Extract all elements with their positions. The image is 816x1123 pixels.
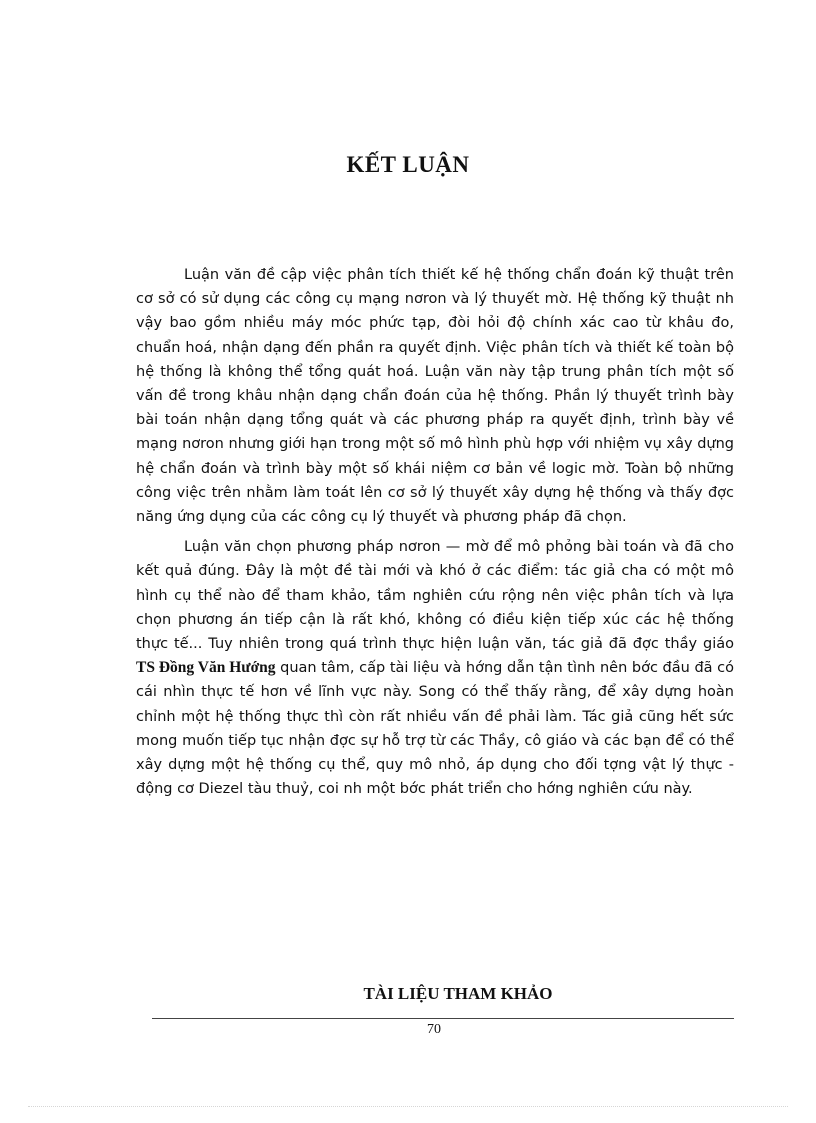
advisor-name: TS Đồng Văn Hướng — [136, 659, 276, 677]
paragraph-1-text: Luận văn đề cập việc phân tích thiết kế hệ thống chẩn đoán kỹ thuật trên cơ sở có sử dụng các công cụ mạng nơron và lý thuyết mờ. Hệ thống kỹ thuật nh vậy bao gồm nhiều máy móc phức tạp, đòi hỏi độ chính xác cao từ khâu đo, chuẩn hoá, nhận dạng đến phần ra quyết định. Việc phân tích và thiết kế toàn bộ hệ thống là không thể tổng quát hoá. Luận văn này tập trung phân tích một số vấn đề trong khâu nhận dạng chẩn đoán của hệ thống. Phần lý thuyết trình bày bài toán nhận dạng tổng quát và các phương pháp ra quyết định, trình bày về mạng nơron nhưng giới hạn trong một số mô hình phù hợp với nhiệm vụ xây dựng hệ chẩn đoán và trình bày một số khái niệm cơ bản về logic mờ. Toàn bộ những công việc trên nhằm làm toát lên cơ sở lý thuyết xây dựng hệ thống và thấy đợc năng ứng dụng của các công cụ lý thuyết và phương pháp đã chọn. — [136, 267, 734, 526]
paragraph-2-text-start: Luận văn chọn phương pháp nơron — mờ để mô phỏng bài toán và đã cho kết quả đúng. Đây là một đề tài mới và khó ở các điểm: tác giả cha có một mô hình cụ thể nào để tham khảo, tầm nghiên cứu rộng nên việc phân tích và lựa chọn phương án tiếp cận là rất khó, không có điều kiện tiếp xúc các hệ thống thực tế... Tuy nhiên trong quá trình thực hiện luận văn, tác giả đã đợc thầy giáo — [136, 539, 734, 653]
page-bottom-dotted-line — [28, 1106, 788, 1107]
body-text — [136, 263, 734, 807]
paragraph-2 — [136, 535, 734, 801]
references-heading: TÀI LIỆU THAM KHẢO — [363, 984, 553, 1003]
page-number: 70 — [427, 1022, 441, 1037]
paragraph-2-text-end: quan tâm, cấp tài liệu và hớng dẫn tận tình nên bớc đầu đã có cái nhìn thực tế hơn về lĩnh vực này. Song có thể thấy rằng, để xây dựng hoàn chỉnh một hệ thống thực thì còn rất nhiều vấn đề phải làm. Tác giả cũng hết sức mong muốn tiếp tục nhận đợc sự hỗ trợ từ các Thầy, cô giáo và các bạn để có thể xây dựng một hệ thống cụ thể, quy mô nhỏ, áp dụng cho đối tợng vật lý thực - động cơ Diezel tàu thuỷ, coi nh một bớc phát triển cho hớng nghiên cứu này. — [136, 660, 735, 798]
page-title: KẾT LUẬN — [346, 152, 470, 177]
footer-divider — [152, 1018, 734, 1019]
paragraph-1 — [136, 263, 734, 529]
